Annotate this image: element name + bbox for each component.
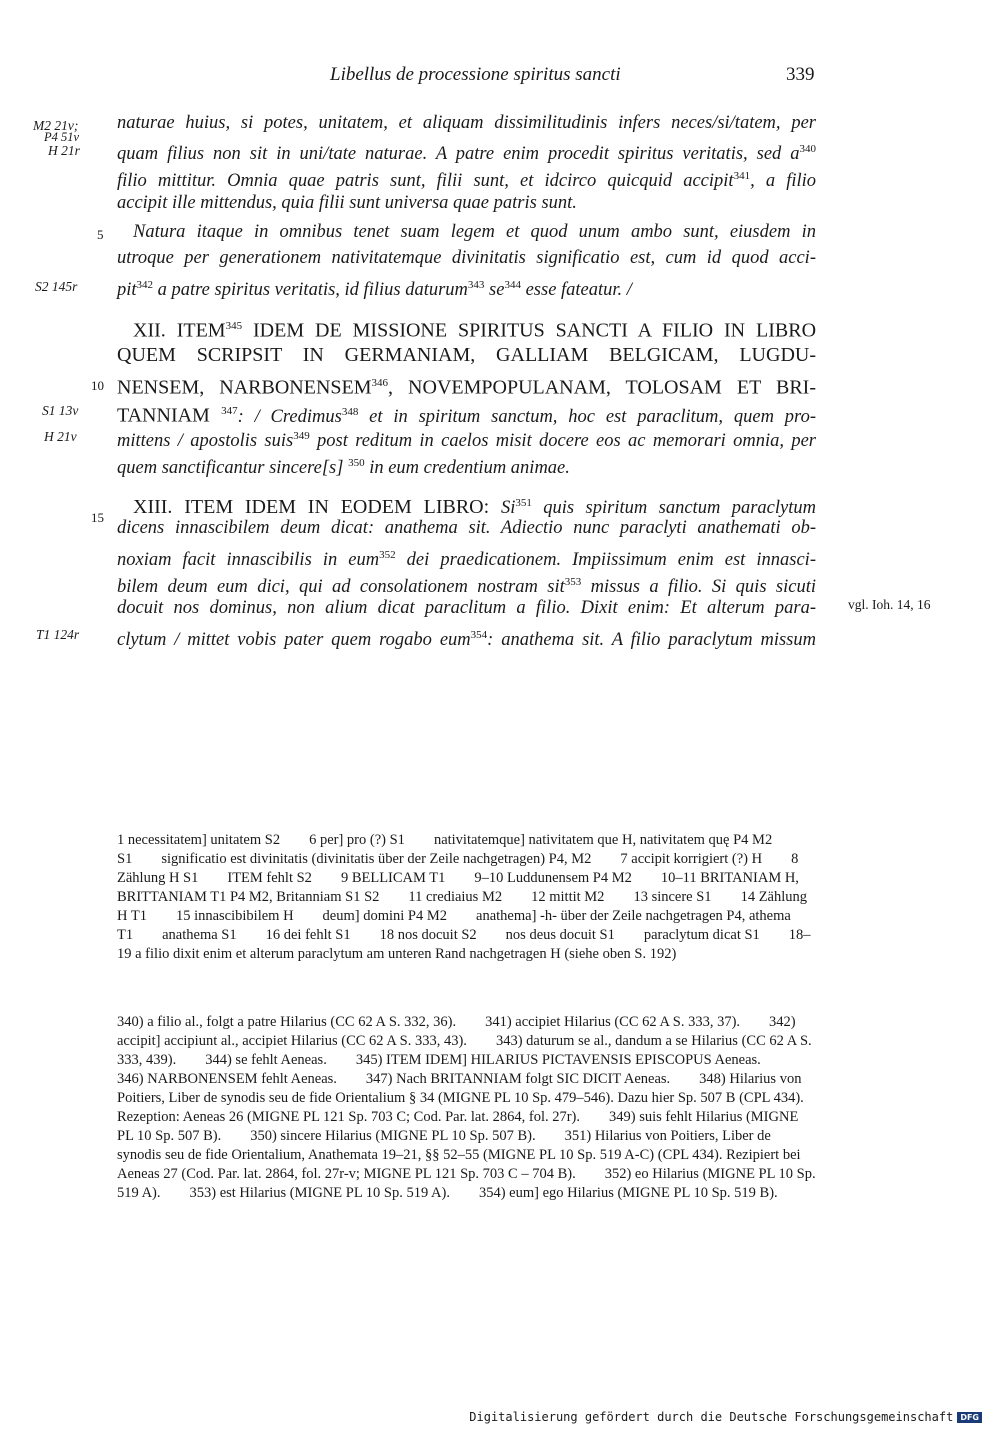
apparatus-entry: ITEM fehlt S2: [227, 870, 312, 886]
footnote: 347) Nach BRITANNIAM folgt SIC DICIT Aeneas.: [365, 1071, 671, 1087]
apparatus-entry: significatio est divinitatis (divinitatis über der Zeile nachgetragen) P4, M2: [161, 851, 592, 867]
margin-siglum: P4 51v: [44, 130, 80, 144]
apparatus-entry: deum] domini P4 M2: [322, 908, 448, 924]
apparatus-entry: nativitatemque] nativitatem que H, nativitatem quę P4 M2 S1: [117, 832, 773, 867]
text-line: quam filius non sit in uni/tate naturae. A patre enim procedit spiritus veritatis, sed $a^{340}$: [117, 143, 816, 165]
footnote: 352) eo Hilarius (MIGNE PL 10 Sp. 519 A).: [117, 1166, 816, 1201]
footnote: 342) accipit] accipiunt al., accipiet Hilarius (CC 62 A S. 333, 43).: [117, 1014, 796, 1049]
line-number: 5: [97, 227, 104, 242]
apparatus-entry: 11 crediaius M2: [408, 889, 503, 905]
apparatus-entry: 7 accipit korrigiert (?) H: [620, 851, 763, 867]
text-line: dicens innascibilem deum dicat: anathema sit. Adiectio nunc paraclyti anathemati ob-: [117, 518, 816, 538]
footnote: 348) Hilarius von Poitiers, Liber de synodis seu de fide Orientalium § 34 (MIGNE PL 10 Sp. 479–546). Dazu hier Sp. 507 B (CPL 434). Rezeption: Aeneas 26 (MIGNE PL 121 Sp. 703 C; Cod. Par. lat. 2864, fol. 27r).: [117, 1071, 804, 1125]
apparatus-entry: 6 per] pro (?) S1: [309, 832, 405, 848]
apparatus-entry: 8 Zählung H S1: [117, 851, 799, 886]
text-line: Natura itaque in omnibus tenet suam legem et quod unum ambo sunt, eiusdem in: [133, 222, 816, 242]
margin-siglum: H 21v: [44, 429, 77, 444]
apparatus-entry: 16 dei fehlt S1: [265, 927, 351, 943]
apparatus-entry: 1 necessitatem] unitatem S2: [117, 832, 281, 848]
footnote: 354) eum] ego Hilarius (MIGNE PL 10 Sp. 519 B).: [478, 1185, 778, 1201]
page-number: 339: [786, 64, 815, 85]
text-line: filio mittitur. Omnia quae patris sunt, filii sunt, et idcirco quicquid accipit$^{341}$, a filio: [117, 170, 816, 192]
footnotes: [117, 1013, 816, 1203]
footnote: 344) se fehlt Aeneas.: [205, 1052, 327, 1068]
apparatus-criticus: [117, 831, 816, 964]
footnote: 351) Hilarius von Poitiers, Liber de synodis seu de fide Orientalium, Anathemata 19–21, §§ 52–55 (MIGNE PL 10 Sp. 519 A-C) (CPL 434). Rezipiert bei Aeneas 27 (Cod. Par. lat. 2864, fol. 27r-v; MIGNE PL 121 Sp. 703 C – 704 B).: [117, 1128, 801, 1182]
line-number: 10: [91, 378, 104, 393]
margin-siglum: S1 13v: [42, 403, 79, 418]
section-heading: XII. ITEM$^{345}$ IDEM DE MISSIONE SPIRITUS SANCTI A FILIO IN LIBRO: [133, 319, 817, 342]
apparatus-entry: 9–10 Luddunensem P4 M2: [474, 870, 632, 886]
footnote: 345) ITEM IDEM] HILARIUS PICTAVENSIS EPISCOPUS Aeneas.: [355, 1052, 761, 1068]
running-title: Libellus de processione spiritus sancti: [330, 64, 621, 85]
apparatus-entry: paraclytum dicat S1: [643, 927, 760, 943]
apparatus-entry: 13 sincere S1: [633, 889, 712, 905]
footnote: 346) NARBONENSEM fehlt Aeneas.: [117, 1071, 337, 1087]
apparatus-entry: 18–19 a filio dixit enim et alterum paraclytum am unteren Rand nachgetragen H (siehe oben S. 192): [117, 927, 811, 962]
margin-siglum: H 21r: [48, 143, 80, 158]
footnote: 341) accipiet Hilarius (CC 62 A S. 333, 37).: [485, 1014, 741, 1030]
apparatus-entry: 10–11 BRITANIAM H, BRITTANIAM T1 P4 M2, Britanniam S1 S2: [117, 870, 799, 905]
margin-siglum: T1 124r: [36, 627, 80, 642]
margin-siglum: S2 145r: [35, 279, 78, 294]
credit-text: Digitalisierung gefördert durch die Deutsche Forschungsgemeinschaft: [469, 1410, 954, 1424]
apparatus-entry: nos deus docuit S1: [505, 927, 615, 943]
apparatus-entry: 15 innascibibilem H: [175, 908, 294, 924]
apparatus-entry: anathema S1: [162, 927, 237, 943]
digitization-credit: [469, 1410, 982, 1424]
text-line: clytum / mittet vobis pater quem rogabo eum$^{354}$: anathema sit. A filio paraclytum missum: [117, 629, 816, 651]
text-line: quem sanctificantur sincere[s] $^{350}$ in eum credentium animae.: [117, 457, 570, 479]
text-line: mittens / apostolis suis$^{349}$ post reditum in caelos misit docere eos ac memorari omnia, per: [117, 430, 816, 452]
section-heading: QUEM SCRIPSIT IN GERMANIAM, GALLIAM BELGICAM, LUGDU-: [117, 344, 816, 366]
text-line: bilem deum eum dici, qui ad consolationem nostram sit$^{353}$ missus a filio. Si quis sicuti: [117, 576, 817, 598]
footnote: 340) a filio al., folgt a patre Hilarius (CC 62 A S. 332, 36).: [117, 1014, 457, 1030]
dfg-logo-icon: DFG: [957, 1412, 982, 1423]
apparatus-entry: 12 mittit M2: [531, 889, 605, 905]
text-line: accipit ille mittendus, quia filii sunt universa quae patris sunt.: [117, 193, 577, 213]
apparatus-entry: anathema] -h- über der Zeile nachgetragen P4, athema T1: [117, 908, 791, 943]
section-heading: XIII. ITEM IDEM IN EODEM LIBRO: Si$^{351}$ quis spiritum sanctum paraclytum: [133, 496, 816, 519]
margin-siglum: M2 21v;: [33, 118, 79, 133]
text-line: pit$^{342}$ a patre spiritus veritatis, id filius daturum$^{343}$ $se^{344}$ esse fateatur. /: [117, 279, 632, 301]
footnote: 343) daturum se al., dandum a se Hilarius (CC 62 A S. 333, 439).: [117, 1033, 812, 1068]
footnote: 353) est Hilarius (MIGNE PL 10 Sp. 519 A).: [189, 1185, 450, 1201]
text-line: noxiam facit innascibilis in eum$^{352}$ dei praedicationem. Impiissimum enim est innasci-: [117, 549, 816, 571]
text-line: docuit nos dominus, non alium dicat paraclitum a filio. Dixit enim: Et alterum para-: [117, 598, 816, 618]
apparatus-entry: 14 Zählung H T1: [117, 889, 808, 924]
text-line: utroque per generationem nativitatemque divinitatis significatio est, cum id quod acci-: [117, 248, 816, 268]
footnote: 349) suis fehlt Hilarius (MIGNE PL 10 Sp. 507 B).: [117, 1109, 799, 1144]
apparatus-entry: 9 BELLICAM T1: [340, 870, 446, 886]
text-line: naturae huius, si potes, unitatem, et aliquam dissimilitudinis infers neces/si/tatem, per: [117, 113, 816, 133]
footnote: 350) sincere Hilarius (MIGNE PL 10 Sp. 507 B).: [250, 1128, 536, 1144]
apparatus-entry: 18 nos docuit S2: [379, 927, 477, 943]
section-heading: TANNIAM $^{347}$: / Credimus$^{348}$ et in spiritum sanctum, hoc est paraclitum, quem pro-: [117, 404, 816, 427]
line-number: 15: [91, 510, 104, 525]
side-note: vgl. Ioh. 14, 16: [848, 597, 931, 612]
section-heading: NENSEM, NARBONENSEM$^{346}$, NOVEMPOPULANAM, TOLOSAM ET BRI-: [117, 376, 817, 399]
